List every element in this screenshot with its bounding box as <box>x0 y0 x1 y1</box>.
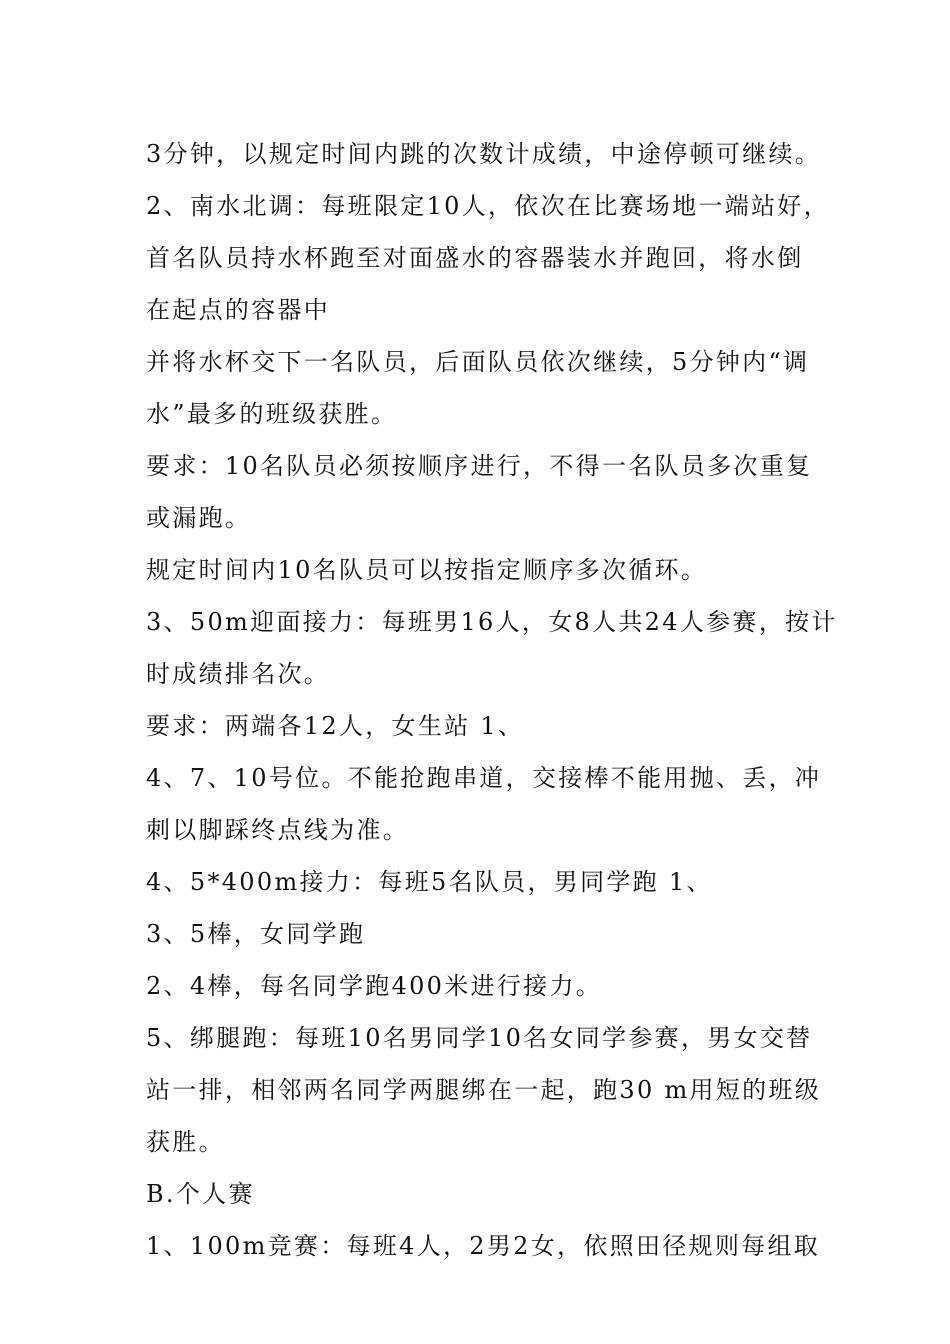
body-text <box>146 128 838 1272</box>
text-line: 刺以脚踩终点线为准。 <box>146 816 409 844</box>
text-line: B.个人赛 <box>146 1180 255 1208</box>
text-line: 要求：两端各12人，女生站 1、 <box>146 712 525 740</box>
text-line: 5、绑腿跑：每班10名男同学10名女同学参赛，男女交替 <box>146 1024 813 1052</box>
text-line: 并将水杯交下一名队员，后面队员依次继续，5分钟内“调 <box>146 348 810 376</box>
text-line: 1、100m竞赛：每班4人，2男2女，依照田径规则每组取 <box>146 1232 821 1260</box>
text-line: 获胜。 <box>146 1128 225 1156</box>
text-line: 2、4棒，每名同学跑400米进行接力。 <box>146 972 603 1000</box>
text-line: 时成绩排名次。 <box>146 660 331 688</box>
text-line: 3、5棒，女同学跑 <box>146 920 366 948</box>
text-line: 3分钟，以规定时间内跳的次数计成绩，中途停顿可继续。 <box>146 140 822 168</box>
text-line: 规定时间内10名队员可以按指定顺序多次循环。 <box>146 556 708 584</box>
text-line: 在起点的容器中 <box>146 296 331 324</box>
text-line: 4、7、10号位。不能抢跑串道，交接棒不能用抛、丢，冲 <box>146 764 822 792</box>
text-line: 首名队员持水杯跑至对面盛水的容器装水并跑回，将水倒 <box>146 244 804 272</box>
text-line: 要求：10名队员必须按顺序进行，不得一名队员多次重复 <box>146 452 813 480</box>
text-line: 3、50m迎面接力：每班男16人，女8人共24人参赛，按计 <box>146 608 838 636</box>
text-line: 水”最多的班级获胜。 <box>146 400 398 428</box>
text-line: 2、南水北调：每班限定10人，依次在比赛场地一端站好， <box>146 192 830 220</box>
text-line: 站一排，相邻两名同学两腿绑在一起，跑30 m用短的班级 <box>146 1076 822 1104</box>
text-line: 或漏跑。 <box>146 504 252 532</box>
text-line: 4、5*400m接力：每班5名队员，男同学跑 1、 <box>146 868 713 896</box>
